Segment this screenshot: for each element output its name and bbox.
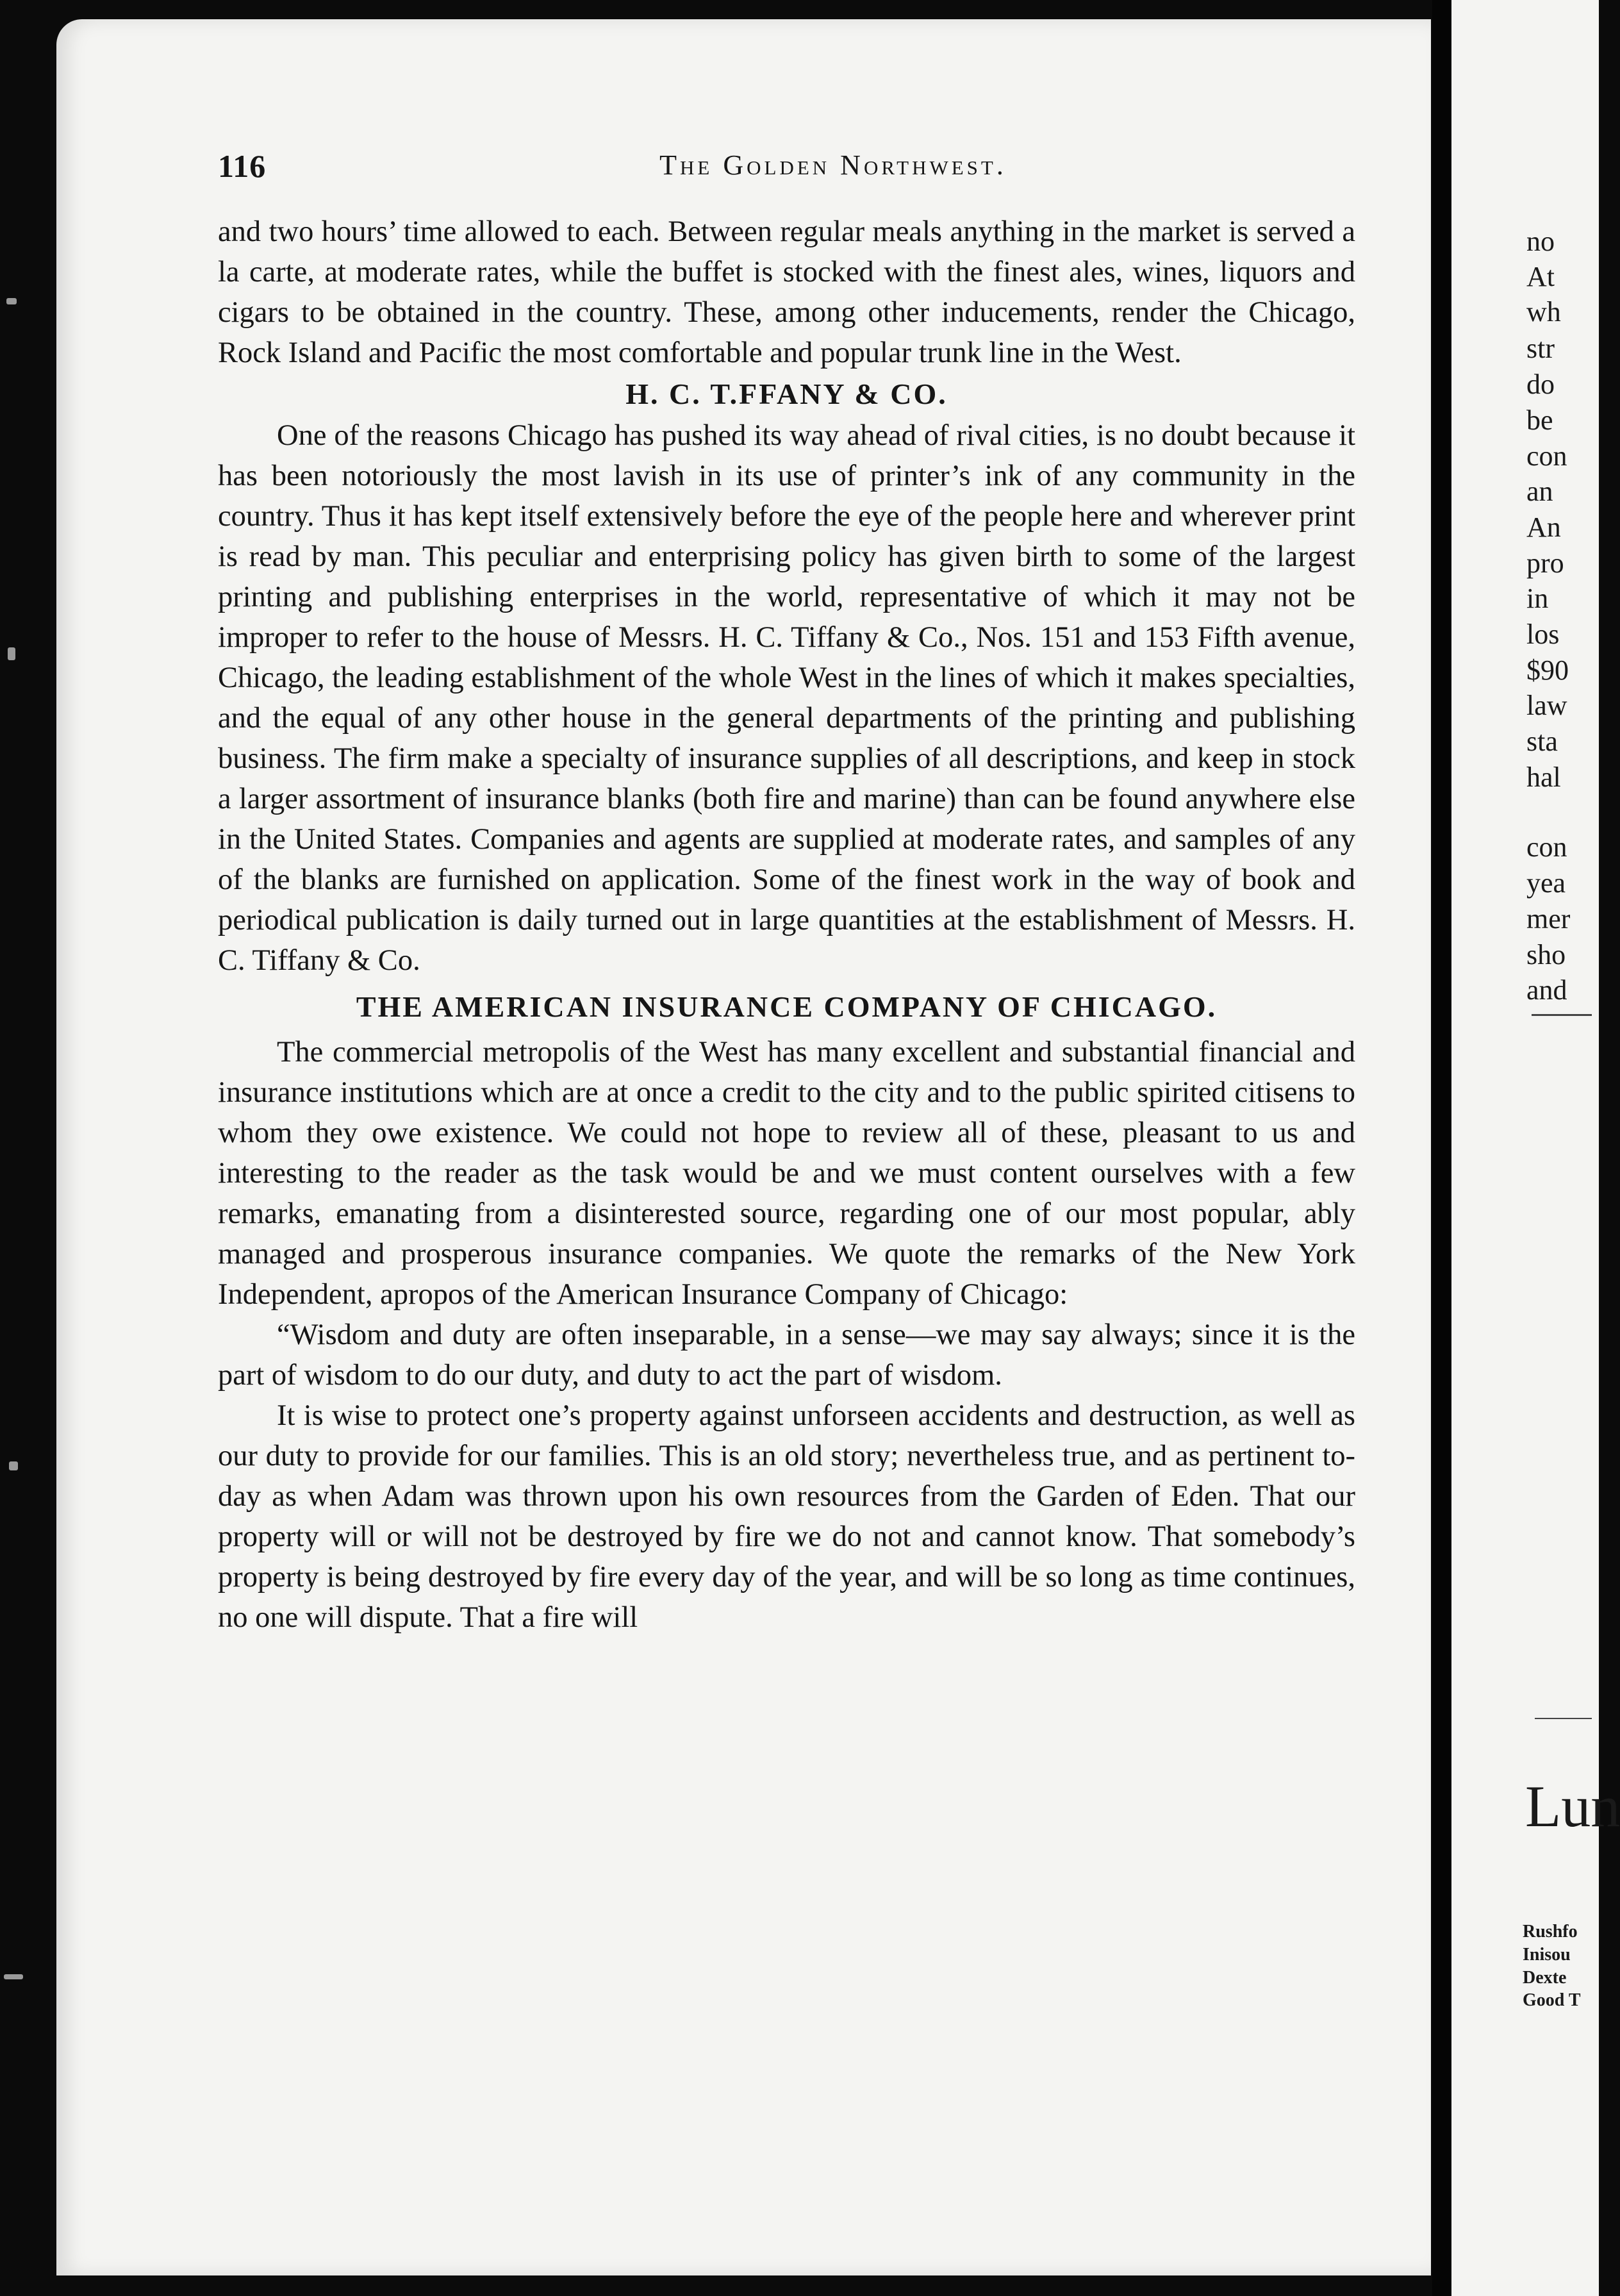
facing-fragment: yea [1526, 867, 1566, 899]
scan-edge [0, 0, 56, 2296]
facing-fragment-small: Inisou [1523, 1945, 1571, 1965]
facing-fragment: in [1526, 583, 1549, 614]
facing-fragment: mer [1526, 903, 1571, 935]
facing-fragment: At [1526, 261, 1555, 292]
facing-fragment: con [1526, 831, 1567, 863]
facing-rule [1535, 1718, 1592, 1719]
facing-fragment: be [1526, 404, 1553, 436]
facing-fragment: hal [1526, 761, 1561, 793]
facing-fragment: los [1526, 619, 1560, 650]
page-number: 116 [218, 148, 267, 184]
facing-fragment: wh [1526, 296, 1561, 328]
insurance-paragraph: The commercial metropolis of the West has many excellent and substantial financial and insurance institutions which are at once a credit to the city and to the public spirited citisens to whom they owe existence. We could not hope to review all of these, pleasant to us and interesting to the reader as the task would be and we must content ourselves with a few remarks, emanating from a disinterested source, regarding one of our most popular, ably managed and prosperous insurance companies. We quote the remarks of the New York Independent, apropos of the American Insurance Company of Chicago: [218, 1036, 1355, 1311]
facing-fragment: $90 [1526, 654, 1569, 686]
facing-fragment: and [1526, 974, 1567, 1006]
text-column [218, 212, 1355, 1638]
page-header [218, 147, 1359, 192]
facing-fragment: an [1526, 476, 1553, 507]
facing-fragment: con [1526, 440, 1567, 472]
facing-fragment: An [1526, 512, 1561, 543]
facing-heading-fragment: Lun [1525, 1774, 1620, 1839]
insurance-paragraph-2: It is wise to protect one’s property against unforseen accidents and destruction, as well as our duty to provide for our families. This is an old story; nevertheless true, and as pertinent to-day as when Adam was thrown upon his own resources from the Garden of Eden. That our property will or will not be destroyed by fire we do not and cannot know. That somebody’s property is being destroyed by fire every day of the year, and will be so long as time continues, no one will dispute. That a fire will [218, 1399, 1355, 1634]
section-heading-tiffany: H. C. T.FFANY & CO. [625, 378, 948, 410]
facing-fragment: str [1526, 333, 1555, 364]
insurance-quote: “Wisdom and duty are often inseparable, in a sense—we may say always; since it is the part of wisdom to do our duty, and duty to act the part of wisdom. [218, 1319, 1355, 1392]
intro-paragraph: and two hours’ time allowed to each. Between regular meals anything in the market is served a la carte, at moderate rates, while the buffet is stocked with the finest ales, wines, liquors and cigars to be obtained in the country. These, among other inducements, render the Chicago, Rock Island and Pacific the most comfortable and popular trunk line in the West. [218, 215, 1355, 369]
facing-rule [1532, 1014, 1592, 1016]
facing-fragment-small: Rushfo [1523, 1922, 1578, 1942]
section-heading-american-insurance: THE AMERICAN INSURANCE COMPANY OF CHICAGO. [356, 990, 1218, 1023]
facing-fragment-small: Dexte [1523, 1968, 1567, 1988]
facing-fragment: pro [1526, 547, 1564, 579]
facing-fragment: do [1526, 369, 1555, 400]
facing-fragment: law [1526, 690, 1567, 721]
facing-fragment-small: Good T [1523, 1990, 1581, 2010]
facing-fragment: no [1526, 226, 1555, 257]
facing-fragment: sho [1526, 939, 1566, 970]
facing-fragment: sta [1526, 726, 1558, 757]
gutter [1432, 0, 1453, 2296]
running-title: The Golden Northwest. [659, 149, 1007, 181]
tiffany-paragraph: One of the reasons Chicago has pushed its way ahead of rival cities, is no doubt because it has been notoriously the most lavish in its use of printer’s ink of any community in the country. Thus it has kept itself extensively before the eye of the people here and wherever print is read by man. This peculiar and enterprising policy has given birth to some of the largest printing and publishing enterprises in the world, representative of which it may not be improper to refer to the house of Messrs. H. C. Tiffany & Co., Nos. 151 and 153 Fifth avenue, Chicago, the leading establishment of the whole West in the lines of which it makes specialties, and the equal of any other house in the general departments of the printing and publishing business. The firm make a specialty of insurance supplies of all descriptions, and keep in stock a larger assortment of insurance blanks (both fire and marine) than can be found anywhere else in the United States. Companies and agents are supplied at moderate rates, and samples of any of the blanks are furnished on application. Some of the finest work in the way of book and periodical publication is daily turned out in large quantities at the establishment of Messrs. H. C. Tiffany & Co. [218, 419, 1355, 977]
